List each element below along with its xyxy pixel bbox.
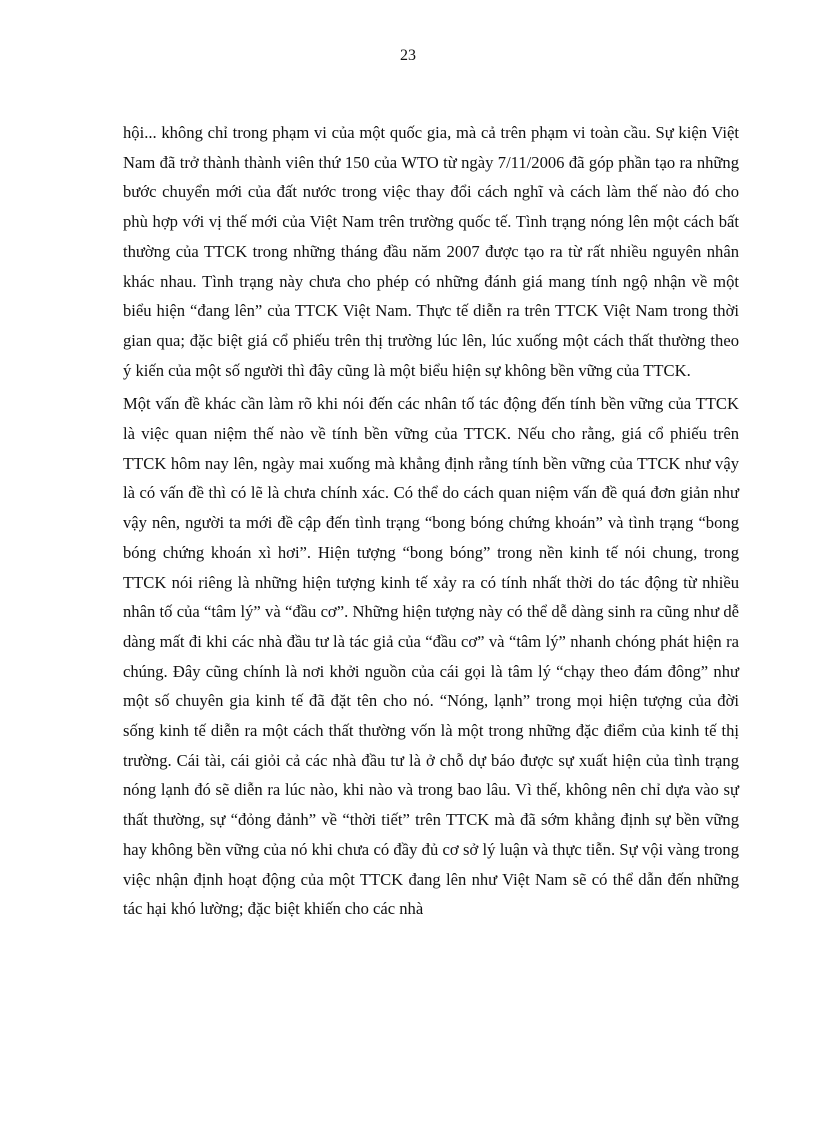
paragraph: Một vấn đề khác cần làm rõ khi nói đến các nhân tố tác động đến tính bền vững của TTCK là việc quan niệm thế nào về tính bền vững của TTCK. Nếu cho rằng, giá cổ phiếu trên TTCK hôm nay lên, ngày mai xuống mà khẳng định rằng tính bền vững của TTCK như vậy là có vấn đề thì có lẽ là chưa chính xác. Có thể do cách quan niệm vấn đề quá đơn giản như vậy nên, người ta mới đề cập đến tình trạng “bong bóng chứng khoán” và tình trạng “bong bóng chứng khoán xì hơi”. Hiện tượng “bong bóng” trong nền kinh tế nói chung, trong TTCK nói riêng là những hiện tượng kinh tế xảy ra có tính nhất thời do tác động từ nhiều nhân tố của “tâm lý” và “đầu cơ”. Những hiện tượng này có thể dễ dàng sinh ra cũng như dễ dàng mất đi khi các nhà đầu tư là tác giả của “đầu cơ” và “tâm lý” nhanh chóng phát hiện ra chúng. Đây cũng chính là nơi khởi nguồn của cái gọi là tâm lý “chạy theo đám đông” như một số chuyên gia kinh tế đã đặt tên cho nó. “Nóng, lạnh” trong mọi hiện tượng của đời sống kinh tế diễn ra một cách thất thường vốn là một trong những đặc điểm của kinh tế thị trường. Cái tài, cái giỏi cả các nhà đầu tư là ở chỗ dự báo được sự xuất hiện của tình trạng nóng lạnh đó sẽ diễn ra lúc nào, khi nào và trong bao lâu. Vì thế, không nên chỉ dựa vào sự thất thường, sự “đỏng đảnh” về “thời tiết” trên TTCK mà đã sớm khẳng định sự bền vững hay không bền vững của nó khi chưa có đầy đủ cơ sở lý luận và thực tiễn. Sự vội vàng trong việc nhận định hoạt động của một TTCK đang lên như Việt Nam sẽ có thể dẫn đến những tác hại khó lường; đặc biệt khiến cho các nhà bbox=[123, 394, 739, 919]
page-number: 23 bbox=[400, 47, 416, 64]
paragraph: hội... không chỉ trong phạm vi của một quốc gia, mà cả trên phạm vi toàn cầu. Sự kiện Việt Nam đã trở thành thành viên thứ 150 của WTO từ ngày 7/11/2006 đã góp phần tạo ra những bước chuyển mới của đất nước trong việc thay đổi cách nghĩ và cách làm thế nào đó cho phù hợp với vị thế mới của Việt Nam trên trường quốc tế. Tình trạng nóng lên một cách bất thường của TTCK trong những tháng đầu năm 2007 được tạo ra từ rất nhiều nguyên nhân khác nhau. Tình trạng này chưa cho phép có những đánh giá mang tính ngộ nhận về một biểu hiện “đang lên” của TTCK Việt Nam. Thực tế diễn ra trên TTCK Việt Nam trong thời gian qua; đặc biệt giá cổ phiếu trên thị trường lúc lên, lúc xuống một cách thất thường theo ý kiến của một số người thì đây cũng là một biểu hiện sự không bền vững của TTCK. bbox=[123, 123, 739, 380]
document-body bbox=[123, 118, 739, 924]
